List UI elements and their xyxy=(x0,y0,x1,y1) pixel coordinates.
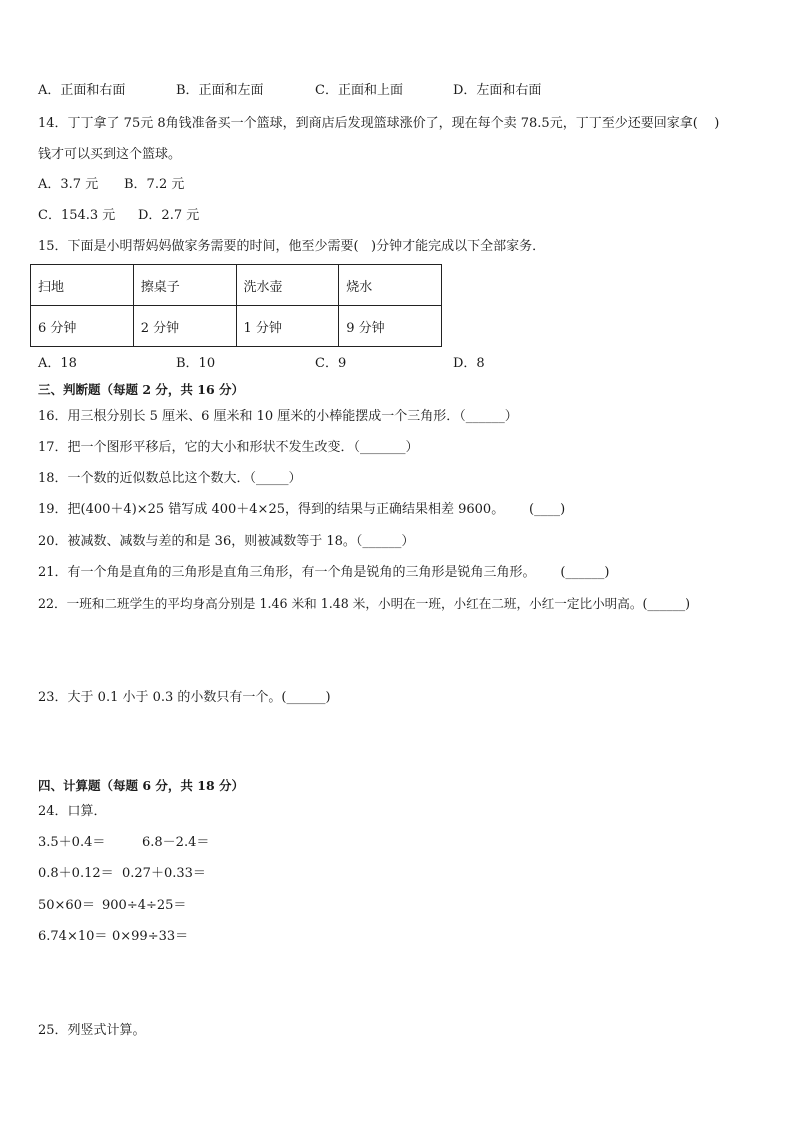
q14-option-c: C．154.3 元 xyxy=(38,208,116,223)
question-20: 20．被减数、减数与差的和是 36，则被减数等于 18。（______） xyxy=(38,534,415,549)
task-cell: 扫地 xyxy=(31,265,134,306)
q25-title: 25．列竖式计算。 xyxy=(38,1023,146,1038)
question-16: 16．用三根分别长 5 厘米、6 厘米和 10 厘米的小棒能摆成一个三角形．（______） xyxy=(38,409,518,424)
q13-option-a: A．正面和右面 xyxy=(38,83,126,98)
q14-text-line2: 钱才可以买到这个篮球。 xyxy=(38,147,182,162)
time-cell: 1 分钟 xyxy=(236,306,339,347)
calc-item: 0.8＋0.12＝ xyxy=(38,866,114,881)
q24-title: 24．口算． xyxy=(38,804,107,819)
calc-item: 0.27＋0.33＝ xyxy=(122,866,206,881)
question-17: 17．把一个图形平移后，它的大小和形状不发生改变．（_______） xyxy=(38,440,419,455)
q15-option-c: C．9 xyxy=(315,356,347,371)
question-21: 21．有一个角是直角的三角形是直角三角形，有一个角是锐角的三角形是锐角三角形。 (______) xyxy=(38,565,610,580)
q14-option-d: D．2.7 元 xyxy=(138,208,200,223)
q15-option-a: A．18 xyxy=(38,356,77,371)
task-cell: 洗水壶 xyxy=(236,265,339,306)
q15-option-b: B．10 xyxy=(176,356,216,371)
q13-option-d: D．左面和右面 xyxy=(453,83,542,98)
table-row xyxy=(31,306,442,347)
calc-item: 900÷4÷25＝ xyxy=(102,898,187,913)
q15-option-d: D．8 xyxy=(453,356,485,371)
question-23: 23．大于 0.1 小于 0.3 的小数只有一个。(______) xyxy=(38,690,331,705)
calc-item: 3.5＋0.4＝ xyxy=(38,835,106,850)
time-cell: 9 分钟 xyxy=(339,306,442,347)
calc-item: 6.8－2.4＝ xyxy=(142,835,210,850)
q15-text: 15．下面是小明帮妈妈做家务需要的时间，他至少需要( )分钟才能完成以下全部家务． xyxy=(38,239,546,254)
question-18: 18．一个数的近似数总比这个数大．（_____） xyxy=(38,471,302,486)
q13-option-b: B．正面和左面 xyxy=(176,83,264,98)
section-3-heading: 三、判断题（每题 2 分，共 16 分） xyxy=(38,382,245,397)
calc-item: 6.74×10＝ xyxy=(38,929,108,944)
question-22: 22．一班和二班学生的平均身高分别是 1.46 米和 1.48 米，小明在一班，小红在二班，小红一定比小明高。(______) xyxy=(38,596,691,611)
q14-text-line1: 14．丁丁拿了 75元 8角钱准备买一个篮球，到商店后发现篮球涨价了，现在每个卖 78.5元，丁丁至少还要回家拿( ) xyxy=(38,116,720,131)
q13-option-c: C．正面和上面 xyxy=(315,83,403,98)
chores-table xyxy=(30,264,442,347)
question-19: 19．把(400＋4)×25 错写成 400＋4×25，得到的结果与正确结果相差 9600。 (____) xyxy=(38,502,566,517)
time-cell: 6 分钟 xyxy=(31,306,134,347)
time-cell: 2 分钟 xyxy=(133,306,236,347)
task-cell: 擦桌子 xyxy=(133,265,236,306)
q14-option-b: B．7.2 元 xyxy=(124,177,185,192)
calc-item: 50×60＝ xyxy=(38,898,95,913)
calc-item: 0×99÷33＝ xyxy=(112,929,189,944)
q14-option-a: A．3.7 元 xyxy=(38,177,99,192)
table-row xyxy=(31,265,442,306)
task-cell: 烧水 xyxy=(339,265,442,306)
section-4-heading: 四、计算题（每题 6 分，共 18 分） xyxy=(38,778,245,793)
